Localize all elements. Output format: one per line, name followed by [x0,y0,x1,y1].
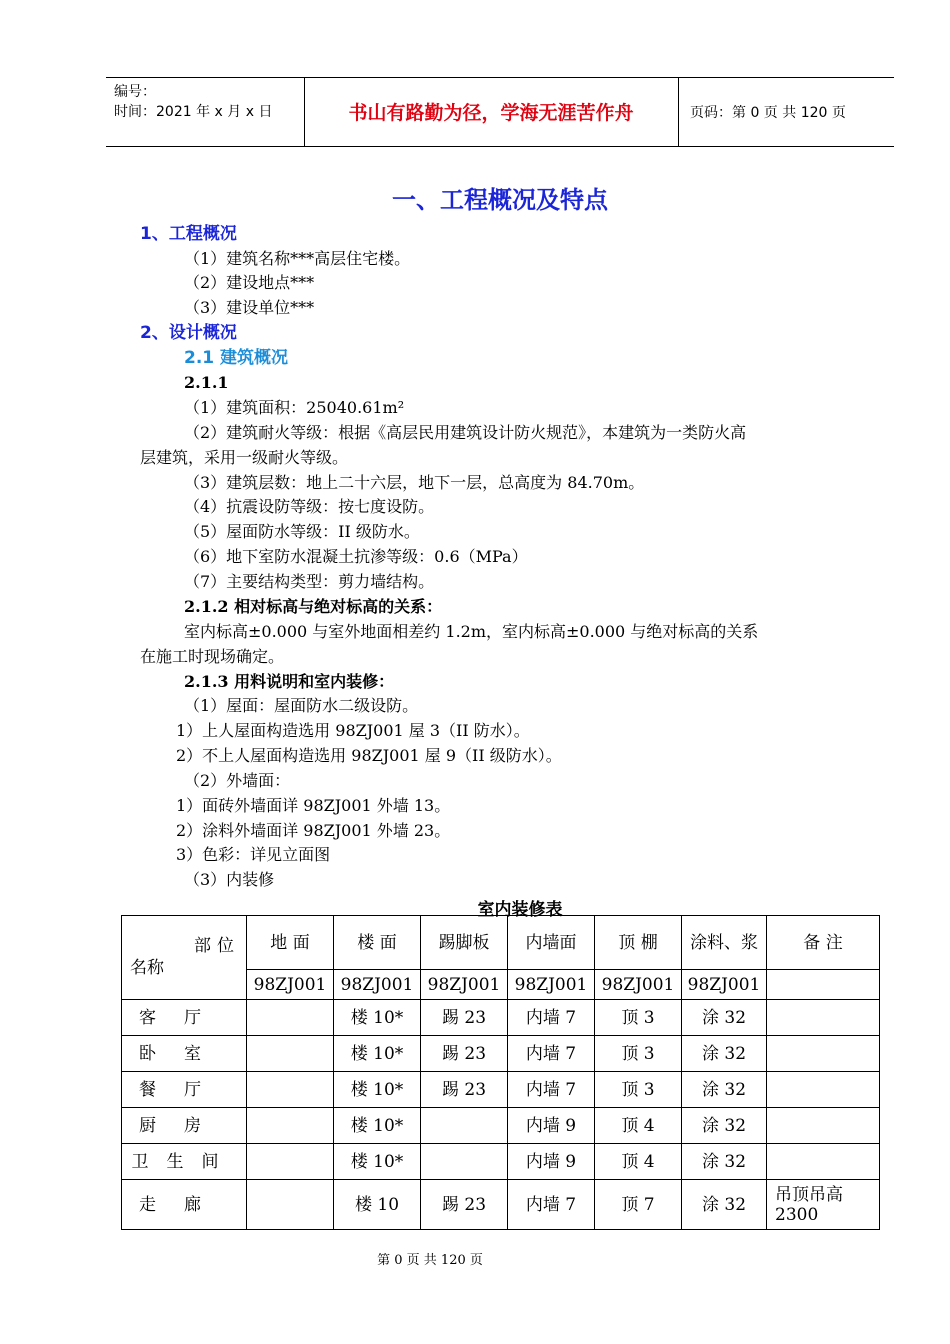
table-row [122,1144,880,1180]
table-cell: 踢 23 [421,1180,508,1230]
page-header [106,77,894,147]
body-line: （4）抗震设防等级：按七度设防。 [184,497,435,516]
table-cell: 内墙 7 [508,1180,595,1230]
table-cell [767,1072,880,1108]
table-cell: 楼 10* [334,1036,421,1072]
body-line: 层建筑，采用一级耐火等级。 [140,448,349,467]
interior-finish-table [121,915,880,1230]
room-name: 客厅 [122,1000,247,1036]
table-cell: 顶 3 [595,1072,682,1108]
heading-design-overview: 2、设计概况 [140,323,237,343]
table-row [122,1108,880,1144]
code-cell: 98ZJ001 [595,970,682,1000]
table-cell: 涂 32 [682,1180,767,1230]
header-meta [114,82,272,122]
header-cell: 踢脚板 [421,916,508,970]
doc-number: 编号： [114,84,156,100]
body-line: （3）建筑层数：地上二十六层，地下一层，总高度为 84.70m。 [184,473,645,492]
table-cell: 顶 3 [595,1036,682,1072]
table-cell [247,1108,334,1144]
table-cell: 顶 4 [595,1108,682,1144]
body-line: （7）主要结构类型：剪力墙结构。 [184,572,435,591]
code-cell: 98ZJ001 [508,970,595,1000]
table-cell: 楼 10* [334,1072,421,1108]
table-cell [247,1144,334,1180]
body-line: 室内标高±0.000 与室外地面相差约 1.2m，室内标高±0.000 与绝对标高的关系 [184,622,759,641]
table-cell: 顶 3 [595,1000,682,1036]
table-cell [767,1144,880,1180]
code-cell [767,970,880,1000]
heading-architecture-overview: 2.1 建筑概况 [184,348,289,368]
code-cell: 98ZJ001 [334,970,421,1000]
header-divider [678,78,679,146]
body-line: 2）不上人屋面构造选用 98ZJ001 屋 9（II 级防水）。 [176,746,562,765]
header-cell: 内墙面 [508,916,595,970]
body-line: （1）屋面：屋面防水二级设防。 [184,696,419,715]
table-cell: 涂 32 [682,1144,767,1180]
corner-bottom-label: 名称 [130,957,164,978]
table-cell: 涂 32 [682,1072,767,1108]
table-cell: 顶 7 [595,1180,682,1230]
table-row [122,1072,880,1108]
table-cell [247,1072,334,1108]
header-cell: 顶 棚 [595,916,682,970]
body-line: （6）地下室防水混凝土抗渗等级：0.6（MPa） [184,547,528,566]
room-name: 卫生间 [122,1144,247,1180]
table-cell [247,1000,334,1036]
table-cell: 内墙 7 [508,1036,595,1072]
doc-date: 时间：2021 年 x 月 x 日 [114,104,273,120]
table-cell: 内墙 7 [508,1072,595,1108]
heading-project-overview: 1、工程概况 [140,224,237,244]
table-cell: 楼 10* [334,1144,421,1180]
header-cell: 楼 面 [334,916,421,970]
body-line: （2）建筑耐火等级：根据《高层民用建筑设计防火规范》，本建筑为一类防火高 [184,423,747,442]
body-line: （1）建筑名称***高层住宅楼。 [184,249,411,268]
table-cell: 踢 23 [421,1072,508,1108]
body-line: 3）色彩：详见立面图 [176,845,331,864]
header-motto: 书山有路勤为径，学海无涯苦作舟 [348,102,634,124]
table-cell [767,1108,880,1144]
body-line: 1）面砖外墙面详 98ZJ001 外墙 13。 [176,796,451,815]
table-cell: 内墙 9 [508,1144,595,1180]
table-row [122,1000,880,1036]
table-cell: 内墙 7 [508,1000,595,1036]
table-cell: 踢 23 [421,1036,508,1072]
code-cell: 98ZJ001 [247,970,334,1000]
body-line: （2）外墙面： [184,771,291,790]
body-line: （5）屋面防水等级：II 级防水。 [184,522,420,541]
body-line: （1）建筑面积：25040.61m² [184,398,405,417]
table-caption: 室内装修表 [477,900,563,920]
body-line: 1）上人屋面构造选用 98ZJ001 屋 3（II 防水）。 [176,721,530,740]
corner-top-label: 部位 [194,935,240,956]
header-cell: 备 注 [767,916,880,970]
room-name: 餐厅 [122,1072,247,1108]
table-cell: 涂 32 [682,1036,767,1072]
table-row [122,1036,880,1072]
room-name: 走廊 [122,1180,247,1230]
table-cell [421,1108,508,1144]
table-cell: 踢 23 [421,1000,508,1036]
subheading: 2.1.1 [184,373,229,392]
table-cell: 楼 10 [334,1180,421,1230]
table-header-row [122,916,880,970]
table-cell [247,1180,334,1230]
table-cell [767,1036,880,1072]
table-cell: 楼 10* [334,1108,421,1144]
header-cell: 涂料、浆 [682,916,767,970]
table-cell: 楼 10* [334,1000,421,1036]
header-page-info: 页码：第 0 页 共 120 页 [690,105,846,121]
code-cell: 98ZJ001 [421,970,508,1000]
subheading: 2.1.2 相对标高与绝对标高的关系： [184,597,443,616]
table-cell: 涂 32 [682,1108,767,1144]
table-cell: 涂 32 [682,1000,767,1036]
section-title: 一、工程概况及特点 [392,186,608,214]
table-cell: 内墙 9 [508,1108,595,1144]
code-cell: 98ZJ001 [682,970,767,1000]
corner-cell [122,916,247,1000]
body-line: （2）建设地点*** [184,273,315,292]
page-footer: 第 0 页 共 120 页 [377,1253,483,1268]
table-row [122,1180,880,1230]
room-name: 卧室 [122,1036,247,1072]
body-line: （3）内装修 [184,870,275,889]
table-cell [247,1036,334,1072]
subheading: 2.1.3 用料说明和室内装修： [184,672,395,691]
body-line: 2）涂料外墙面详 98ZJ001 外墙 23。 [176,821,451,840]
note-cell: 吊顶吊高 2300 [767,1180,880,1230]
room-name: 厨房 [122,1108,247,1144]
body-line: 在施工时现场确定。 [140,647,285,666]
body-line: （3）建设单位*** [184,298,315,317]
table-cell [421,1144,508,1180]
header-cell: 地 面 [247,916,334,970]
table-cell: 顶 4 [595,1144,682,1180]
table-cell [767,1000,880,1036]
